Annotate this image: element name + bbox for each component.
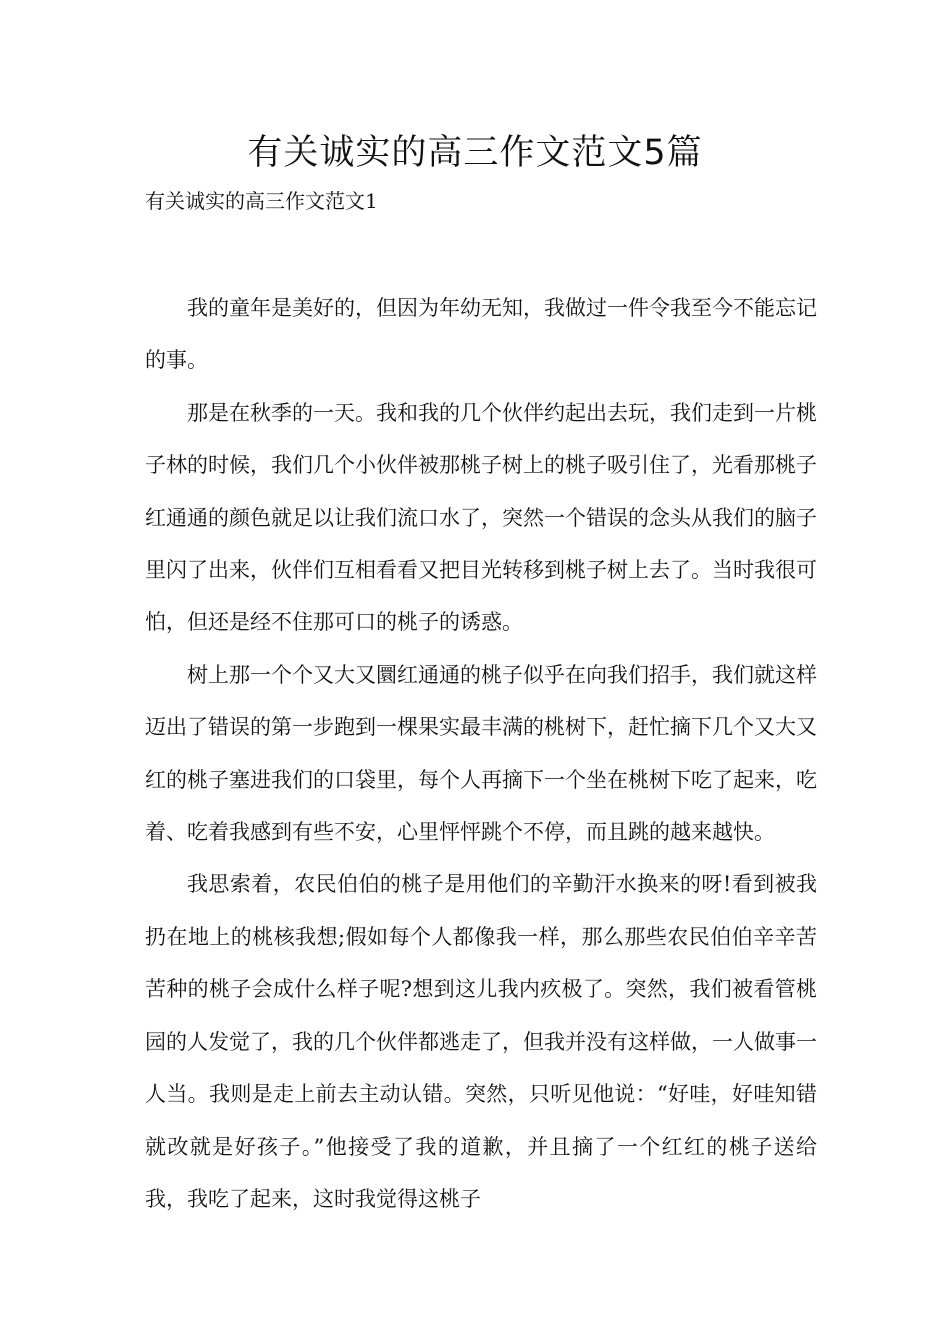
paragraph: 我思索着，农民伯伯的桃子是用他们的辛勤汗水换来的呀!看到被我扔在地上的桃核我想;假如每个人都像我一样，那么那些农民伯伯辛辛苦苦种的桃子会成什么样子呢?想到这儿我内疚极了。突然，我们被看管桃园的人发觉了，我的几个伙伴都逃走了，但我并没有这样做，一人做事一人当。我则是走上前去主动认错。突然，只听见他说：“好哇，好哇知错就改就是好孩子。”他接受了我的道歉，并且摘了一个红红的桃子送给我，我吃了起来，这时我觉得这桃子 (145, 872, 817, 1211)
paragraph: 我的童年是美好的，但因为年幼无知，我做过一件令我至今不能忘记的事。 (145, 296, 817, 373)
document-title: 有关诚实的高三作文范文5篇 (247, 133, 703, 173)
essay-body (145, 282, 817, 1225)
paragraph: 那是在秋季的一天。我和我的几个伙伴约起出去玩，我们走到一片桃子林的时候，我们几个小伙伴被那桃子树上的桃子吸引住了，光看那桃子红通通的颜色就足以让我们流口水了，突然一个错误的念头从我们的脑子里闪了出来，伙伴们互相看看又把目光转移到桃子树上去了。当时我很可怕，但还是经不住那可口的桃子的诱惑。 (145, 400, 817, 635)
paragraph: 树上那一个个又大又圜红通通的桃子似乎在向我们招手，我们就这样迈出了错误的第一步跑到一棵果实最丰满的桃树下，赶忙摘下几个又大又红的桃子塞进我们的口袋里，每个人再摘下一个坐在桃树下吃了起来，吃着、吃着我感到有些不安，心里怦怦跳个不停，而且跳的越来越快。 (145, 662, 817, 845)
section-heading: 有关诚实的高三作文范文1 (145, 189, 378, 213)
